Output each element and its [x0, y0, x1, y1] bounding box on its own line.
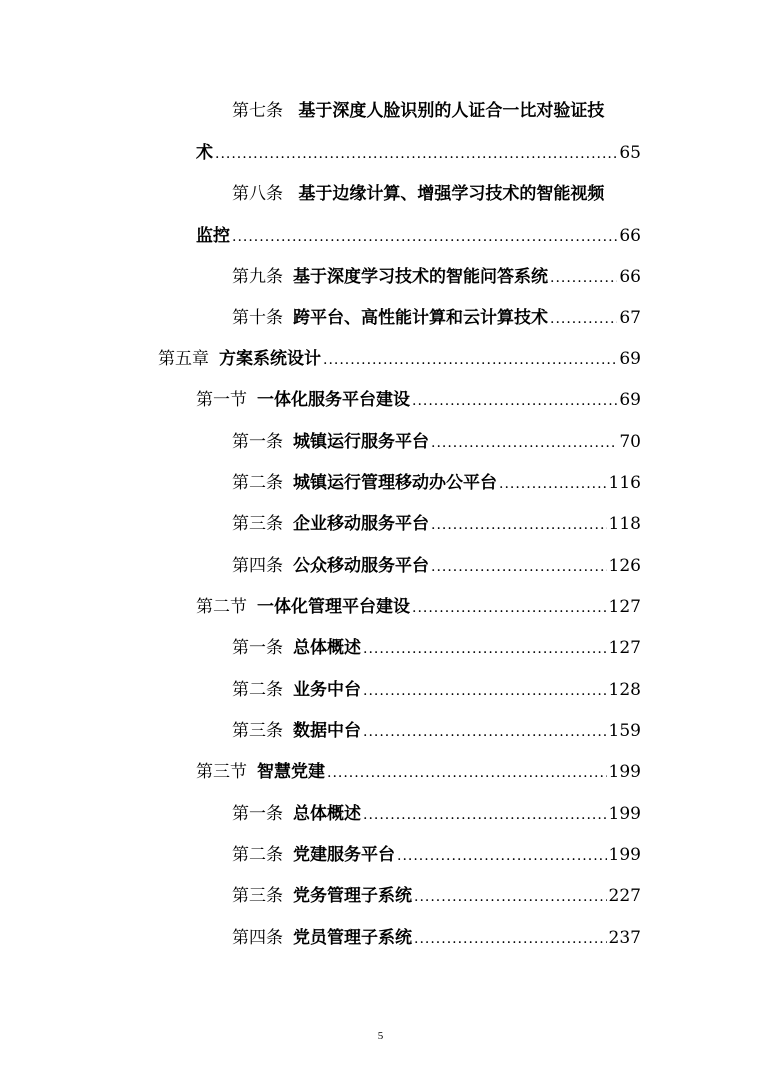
toc-entry-title: 党建服务平台 — [293, 845, 395, 865]
toc-entry-art8-head — [232, 182, 604, 206]
leader-dots — [550, 307, 617, 331]
toc-entry-title: 城镇运行服务平台 — [293, 432, 429, 452]
toc-entry-title-continued: 监控 — [196, 226, 230, 246]
toc-entry-art7-tail[interactable] — [196, 141, 641, 165]
toc-entry-title-continued: 术 — [196, 143, 213, 163]
toc-entry-title: 跨平台、高性能计算和云计算技术 — [293, 308, 548, 328]
toc-entry-title: 党务管理子系统 — [293, 886, 412, 906]
toc-entry-title: 方案系统设计 — [219, 349, 321, 369]
toc-page-number: 159 — [608, 721, 641, 741]
toc-entry-number: 第三条 — [232, 886, 283, 906]
toc-entry-title: 企业移动服务平台 — [293, 514, 429, 534]
toc-entry-title: 一体化管理平台建设 — [257, 597, 410, 617]
toc-entry-number: 第十条 — [232, 308, 283, 328]
leader-dots — [327, 761, 607, 785]
toc-entry-number: 第一条 — [232, 638, 283, 658]
toc-page-number: 69 — [619, 349, 641, 369]
leader-dots — [363, 679, 607, 703]
toc-entry-number: 第八条 — [232, 184, 283, 204]
toc-entry-title: 总体概述 — [293, 804, 361, 824]
toc-entry-title: 总体概述 — [293, 638, 361, 658]
leader-dots — [499, 472, 607, 496]
leader-dots — [363, 803, 607, 827]
toc-entry-s2a3[interactable] — [232, 719, 641, 743]
toc-entry-title: 数据中台 — [293, 721, 361, 741]
toc-entry-title: 党员管理子系统 — [293, 928, 412, 948]
toc-entry-s3a1[interactable] — [232, 802, 641, 826]
toc-page-number: 70 — [619, 432, 641, 452]
toc-entry-number: 第二条 — [232, 845, 283, 865]
toc-page-number: 127 — [608, 597, 641, 617]
toc-page-number: 199 — [608, 845, 641, 865]
toc-page-number: 237 — [608, 928, 641, 948]
toc-entry-s3a2[interactable] — [232, 843, 641, 867]
toc-entry-s3a3[interactable] — [232, 884, 641, 908]
toc-page-number: 66 — [619, 226, 641, 246]
toc-entry-title: 基于深度学习技术的智能问答系统 — [293, 267, 548, 287]
toc-entry-title: 城镇运行管理移动办公平台 — [293, 473, 497, 493]
leader-dots — [397, 844, 607, 868]
toc-entry-title: 基于深度人脸识别的人证合一比对验证技 — [298, 101, 605, 121]
toc-entry-title: 公众移动服务平台 — [293, 556, 429, 576]
leader-dots — [431, 431, 617, 455]
toc-entry-number: 第二条 — [232, 680, 283, 700]
toc-entry-number: 第四条 — [232, 928, 283, 948]
toc-entry-section1[interactable] — [196, 388, 641, 412]
toc-entry-title: 基于边缘计算、增强学习技术的智能视频 — [298, 184, 605, 204]
leader-dots — [363, 637, 607, 661]
toc-entry-art10[interactable] — [232, 306, 641, 330]
toc-page-number: 126 — [608, 556, 641, 576]
toc-entry-art8-tail[interactable] — [196, 224, 641, 248]
leader-dots — [431, 555, 607, 579]
toc-entry-s1a4[interactable] — [232, 554, 641, 578]
toc-entry-number: 第三条 — [232, 721, 283, 741]
toc-entry-s2a1[interactable] — [232, 636, 641, 660]
toc-entry-number: 第三节 — [196, 762, 247, 782]
toc-entry-art9[interactable] — [232, 265, 641, 289]
toc-entry-s2a2[interactable] — [232, 678, 641, 702]
toc-entry-number: 第一节 — [196, 390, 247, 410]
toc-page-number: 227 — [608, 886, 641, 906]
toc-entry-number: 第四条 — [232, 556, 283, 576]
page-footer-number: 5 — [377, 1030, 384, 1042]
toc-page-number: 69 — [619, 390, 641, 410]
toc-entry-number: 第一条 — [232, 432, 283, 452]
toc-entry-number: 第三条 — [232, 514, 283, 534]
toc-entry-s1a2[interactable] — [232, 471, 641, 495]
toc-page-number: 116 — [608, 473, 641, 493]
toc-page-number: 127 — [608, 638, 641, 658]
toc-entry-section3[interactable] — [196, 760, 641, 784]
toc-entry-section2[interactable] — [196, 595, 641, 619]
leader-dots — [323, 348, 617, 372]
toc-entry-number: 第七条 — [232, 101, 283, 121]
toc-entry-s1a1[interactable] — [232, 430, 641, 454]
leader-dots — [431, 513, 607, 537]
toc-page-number: 199 — [608, 762, 641, 782]
leader-dots — [550, 266, 617, 290]
toc-entry-art7-head — [232, 99, 604, 123]
toc-entry-number: 第一条 — [232, 804, 283, 824]
toc-entry-s1a3[interactable] — [232, 512, 641, 536]
leader-dots — [215, 142, 617, 166]
toc-entry-title: 一体化服务平台建设 — [257, 390, 410, 410]
toc-entry-chapter5[interactable] — [158, 347, 641, 371]
toc-page-number: 128 — [608, 680, 641, 700]
toc-entry-title: 智慧党建 — [257, 762, 325, 782]
leader-dots — [232, 225, 617, 249]
leader-dots — [414, 927, 607, 951]
toc-page-number: 66 — [619, 267, 641, 287]
leader-dots — [412, 596, 607, 620]
toc-entry-number: 第五章 — [158, 349, 209, 369]
toc-entry-number: 第二条 — [232, 473, 283, 493]
leader-dots — [412, 389, 617, 413]
toc-page-number: 199 — [608, 804, 641, 824]
toc-entry-title: 业务中台 — [293, 680, 361, 700]
toc-page-number: 118 — [608, 514, 641, 534]
toc-entry-number: 第二节 — [196, 597, 247, 617]
toc-entry-number: 第九条 — [232, 267, 283, 287]
leader-dots — [414, 885, 607, 909]
leader-dots — [363, 720, 607, 744]
toc-page-number: 65 — [619, 143, 641, 163]
toc-page-number: 67 — [619, 308, 641, 328]
toc-entry-s3a4[interactable] — [232, 926, 641, 950]
